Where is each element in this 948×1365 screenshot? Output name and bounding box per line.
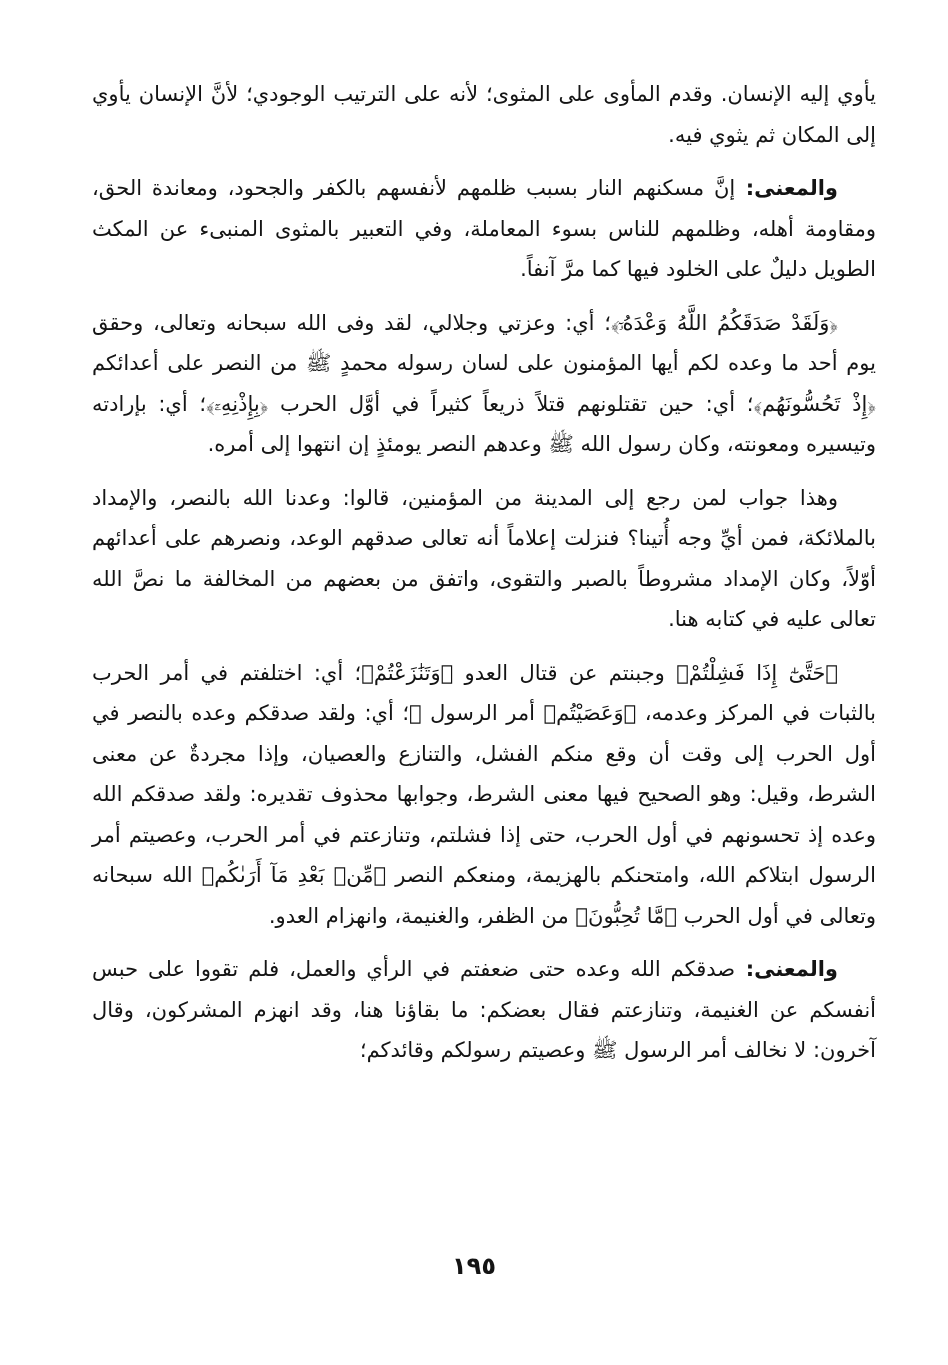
paragraph-1 — [92, 74, 876, 155]
paragraph-6-text: صدقكم الله وعده حتى ضعفتم في الرأي والعمل، فلم تقووا على حبس أنفسكم عن الغنيمة، وتنازعتم فقال بعضكم: ما بقاؤنا هنا، وقد انهزم المشركون، وقال آخرون: لا نخالف أمر الرسول ﷺ وعصيتم رسولكم وقائدكم؛ — [92, 957, 876, 1062]
paragraph-3-text: ﴿وَلَقَدْ صَدَقَكُمُ اللَّهُ وَعْدَهُۥٓ﴾؛ أي: وعزتي وجلالي، لقد وفى الله سبحانه وتعالى، وحقق يوم أحد ما وعده لكم أيها المؤمنون على لسان رسوله محمدٍ ﷺ من النصر على أعدائكم ﴿إِذْ تَحُسُّونَهُم﴾؛ أي: حين تقتلونهم قتلاً ذريعاً كثيراً في أوَّل الحرب ﴿بِإِذْنِهِۦٓ﴾؛ أي: بإرادته وتيسيره ومعونته، وكان رسول الله ﷺ وعدهم النصر يومئذٍ إن انتهوا إلى أمره. — [92, 310, 876, 456]
paragraph-5 — [92, 653, 876, 937]
paragraph-2 — [92, 168, 876, 290]
paragraph-1-text: يأوي إليه الإنسان. وقدم المأوى على المثوى؛ لأنه على الترتيب الوجودي؛ لأنَّ الإنسان يأوي إلى المكان ثم يثوي فيه. — [92, 82, 876, 147]
page-body — [92, 74, 876, 1084]
paragraph-6 — [92, 949, 876, 1071]
paragraph-2-text: إنَّ مسكنهم النار بسبب ظلمهم لأنفسهم بالكفر والجحود، ومعاندة الحق، ومقاومة أهله، وظلمهم للناس بسوء المعاملة، وفي التعبير بالمثوى المنبىء عن المكث الطويل دليلٌ على الخلود فيها كما مرَّ آنفاً. — [92, 176, 876, 281]
paragraph-4 — [92, 478, 876, 640]
paragraph-3 — [92, 303, 876, 465]
paragraph-4-text: وهذا جواب لمن رجع إلى المدينة من المؤمنين، قالوا: وعدنا الله بالنصر، والإمداد بالملائكة، فمن أيِّ وجه أُتينا؟ فنزلت إعلاماً أنه تعالى صدقهم الوعد، ونصرهم على أعدائهم أوّلاً، وكان الإمداد مشروطاً بالصبر والتقوى، واتفق من بعضهم من المخالفة ما نصَّ الله تعالى عليه في كتابه هنا. — [92, 485, 876, 631]
page-number: ١٩٥ — [452, 1252, 496, 1280]
paragraph-2-lead: والمعنى: — [735, 176, 838, 200]
paragraph-6-lead: والمعنى: — [735, 957, 838, 981]
paragraph-5-text: ﴿حَتَّىٰٓ إِذَا فَشِلْتُمْ﴾ وجبنتم عن قتال العدو ﴿وَتَنَٰزَعْتُمْ﴾؛ أي: اختلفتم في أمر الحرب بالثبات في المركز وعدمه، ﴿وَعَصَيْتُم﴾ أمر الرسول ﷺ؛ أي: ولقد صدقكم وعده بالنصر في أول الحرب إلى وقت أن وقع منكم الفشل، والتنازع والعصيان، وإذا مجردةٌ عن معنى الشرط، وقيل: وهو الصحيح فيها معنى الشرط، وجوابها محذوف تقديره: ولقد صدقكم الله وعده إذ تحسونهم في أول الحرب، حتى إذا فشلتم، وتنازعتم في أمر الحرب، وعصيتم أمر الرسول ابتلاكم الله، وامتحنكم بالهزيمة، ومنعكم النصر ﴿مِّنۢ بَعْدِ مَآ أَرَىٰكُم﴾ الله سبحانه وتعالى في أول الحرب ﴿مَّا تُحِبُّونَ﴾ من الظفر، والغنيمة، وانهزام العدو. — [92, 660, 876, 928]
